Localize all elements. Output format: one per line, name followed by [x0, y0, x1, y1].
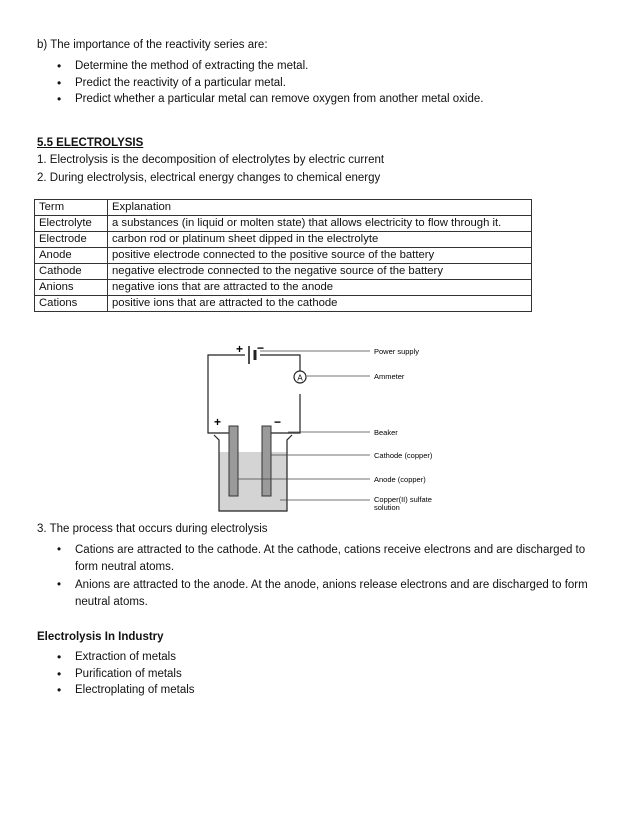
anode-plus-sign: +: [214, 415, 222, 429]
table-row: [35, 232, 532, 248]
section-title: 5.5 ELECTROLYSIS: [37, 137, 144, 149]
reactivity-list: [53, 58, 483, 108]
electrolysis-diagram: [190, 340, 460, 515]
anode-electrode: [229, 426, 238, 496]
battery-minus-sign: −: [257, 341, 265, 355]
header-cell: Term: [35, 200, 108, 216]
label-anode: Anode (copper): [374, 475, 426, 484]
label-solution-line1: Copper(II) sulfate: [374, 495, 432, 504]
list-item: • Predict the reactivity of a particular metal.: [53, 75, 483, 92]
industry-list: [53, 649, 195, 699]
table-row: [35, 280, 532, 296]
explanation-cell: a substances (in liquid or molten state) that allows electricity to flow through it.: [108, 216, 532, 232]
header-cell: Explanation: [108, 200, 532, 216]
list-item: • Anions are attracted to the anode. At the anode, anions release electrons and are discharged to form neutral atoms.: [53, 577, 593, 611]
industry-title: Electrolysis In Industry: [37, 631, 164, 643]
table-row: [35, 296, 532, 312]
explanation-cell: carbon rod or platinum sheet dipped in the electrolyte: [108, 232, 532, 248]
energy-line: 2. During electrolysis, electrical energy changes to chemical energy: [37, 172, 381, 184]
process-list: [53, 542, 593, 612]
term-cell: Anode: [35, 248, 108, 264]
explanation-cell: positive ions that are attracted to the cathode: [108, 296, 532, 312]
list-item: • Electroplating of metals: [53, 682, 195, 699]
explanation-cell: negative ions that are attracted to the anode: [108, 280, 532, 296]
reactivity-intro: b) The importance of the reactivity series are:: [37, 39, 268, 51]
label-cathode: Cathode (copper): [374, 451, 433, 460]
label-beaker: Beaker: [374, 428, 398, 437]
terms-table: [34, 199, 532, 312]
list-item: • Determine the method of extracting the metal.: [53, 58, 483, 75]
cathode-minus-sign: −: [274, 415, 282, 429]
term-cell: Anions: [35, 280, 108, 296]
term-cell: Electrode: [35, 232, 108, 248]
explanation-cell: negative electrode connected to the negative source of the battery: [108, 264, 532, 280]
term-cell: Electrolyte: [35, 216, 108, 232]
list-item: • Cations are attracted to the cathode. At the cathode, cations receive electrons and are discharged to form neutral atoms.: [53, 542, 593, 576]
wire-left: [208, 355, 245, 462]
label-solution-line2: solution: [374, 503, 400, 512]
table-header-row: [35, 200, 532, 216]
table-row: [35, 248, 532, 264]
list-item: • Extraction of metals: [53, 649, 195, 666]
process-title: 3. The process that occurs during electrolysis: [37, 523, 268, 535]
list-item: • Purification of metals: [53, 666, 195, 683]
explanation-cell: positive electrode connected to the positive source of the battery: [108, 248, 532, 264]
list-item: • Predict whether a particular metal can remove oxygen from another metal oxide.: [53, 91, 483, 108]
table-row: [35, 264, 532, 280]
battery-plus-sign: +: [236, 342, 244, 356]
label-ammeter: Ammeter: [374, 372, 405, 381]
definition-line: 1. Electrolysis is the decomposition of electrolytes by electric current: [37, 154, 385, 166]
table-row: [35, 216, 532, 232]
label-power-supply: Power supply: [374, 347, 420, 356]
term-cell: Cathode: [35, 264, 108, 280]
cathode-electrode: [262, 426, 271, 496]
ammeter-symbol: A: [297, 373, 303, 383]
term-cell: Cations: [35, 296, 108, 312]
